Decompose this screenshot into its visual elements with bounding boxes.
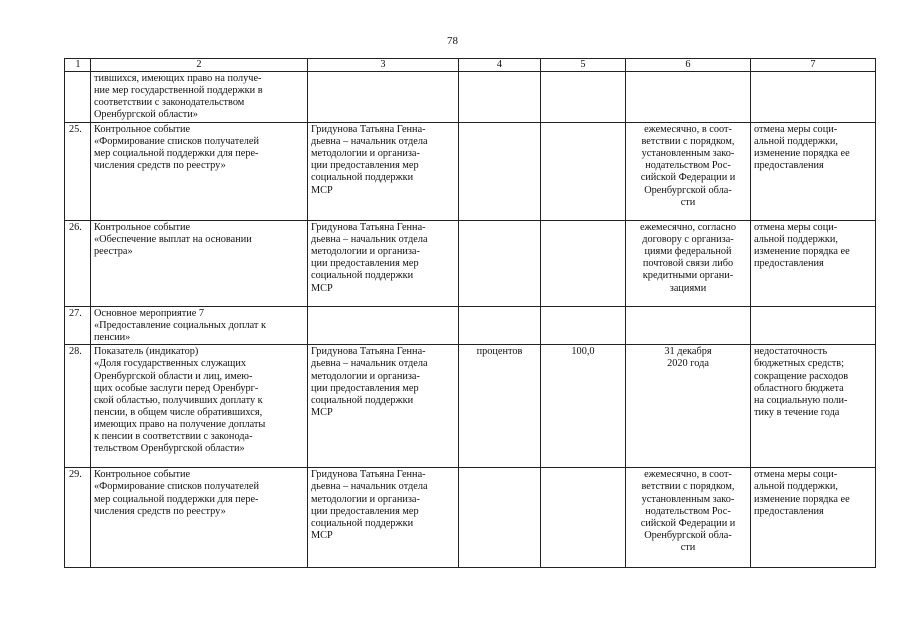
column-header: 4 <box>459 59 541 72</box>
unit-of-measure: процентов <box>476 346 523 358</box>
event-name: Контрольное событие «Формирование списков получателей мер социальной поддержки для пере- числения средств по реестру» <box>94 469 260 517</box>
deadline-cell <box>626 468 751 568</box>
responsible-person-cell <box>308 345 459 468</box>
risk-description-cell <box>751 221 876 307</box>
event-name-cell <box>91 307 308 345</box>
event-name-cell <box>91 123 308 221</box>
responsible-person-cell <box>308 72 459 123</box>
row-number-cell <box>65 468 91 568</box>
column-header: 5 <box>541 59 626 72</box>
responsible-person: Гридунова Татьяна Генна- дьевна – начальник отдела методологии и организа- ции предоставления мер социальной поддержки МСР <box>311 124 428 196</box>
row-number: 26. <box>69 222 82 234</box>
row-number: 27. <box>69 308 82 320</box>
table-row <box>65 221 876 307</box>
table-row <box>65 307 876 345</box>
row-number-cell <box>65 123 91 221</box>
row-number: 29. <box>69 469 82 481</box>
deadline: 31 декабря 2020 года <box>664 346 712 370</box>
target-value-cell <box>541 345 626 468</box>
event-name-cell <box>91 72 308 123</box>
unit-of-measure-cell <box>459 72 541 123</box>
target-value-cell <box>541 123 626 221</box>
responsible-person-cell <box>308 123 459 221</box>
row-number-cell <box>65 307 91 345</box>
table-row <box>65 72 876 123</box>
target-value: 100,0 <box>571 346 595 358</box>
event-name-cell <box>91 221 308 307</box>
responsible-person: Гридунова Татьяна Генна- дьевна – начальник отдела методологии и организа- ции предоставления мер социальной поддержки МСР <box>311 469 428 541</box>
risk-description: недостаточность бюджетных средств; сокращение расходов областного бюджета на социальную поли- тику в течение года <box>754 346 849 418</box>
target-value-cell <box>541 72 626 123</box>
unit-of-measure-cell <box>459 468 541 568</box>
target-value-cell <box>541 468 626 568</box>
risk-description: отмена меры соци- альной поддержки, изменение порядка ее предоставления <box>754 469 850 517</box>
table-row <box>65 123 876 221</box>
deadline: ежемесячно, в соот- ветствии с порядком, установленным зако- нодательством Рос- сийской Федерации и Оренбургской обла- сти <box>640 124 736 208</box>
table-row <box>65 345 876 468</box>
unit-of-measure-cell <box>459 221 541 307</box>
event-name: Контрольное событие «Обеспечение выплат на основании реестра» <box>94 222 252 258</box>
deadline-cell <box>626 345 751 468</box>
unit-of-measure-cell <box>459 123 541 221</box>
risk-description-cell <box>751 307 876 345</box>
deadline-cell <box>626 221 751 307</box>
event-name: Основное мероприятие 7 «Предоставление социальных доплат к пенсии» <box>94 308 266 344</box>
responsible-person-cell <box>308 221 459 307</box>
deadline: ежемесячно, в соот- ветствии с порядком, установленным зако- нодательством Рос- сийской Федерации и Оренбургской обла- сти <box>640 469 736 553</box>
row-number: 25. <box>69 124 82 136</box>
row-number-cell <box>65 72 91 123</box>
event-name-cell <box>91 468 308 568</box>
risk-description-cell <box>751 345 876 468</box>
responsible-person-cell <box>308 307 459 345</box>
event-name: Контрольное событие «Формирование списков получателей мер социальной поддержки для пере- числения средств по реестру» <box>94 124 260 172</box>
responsible-person-cell <box>308 468 459 568</box>
deadline-cell <box>626 123 751 221</box>
deadline-cell <box>626 72 751 123</box>
row-number: 28. <box>69 346 82 358</box>
row-number-cell <box>65 345 91 468</box>
column-header: 7 <box>751 59 876 72</box>
unit-of-measure-cell <box>459 345 541 468</box>
event-name-cell <box>91 345 308 468</box>
risk-description: отмена меры соци- альной поддержки, изменение порядка ее предоставления <box>754 222 850 270</box>
column-header: 1 <box>65 59 91 72</box>
unit-of-measure-cell <box>459 307 541 345</box>
page-number: 78 <box>447 35 458 47</box>
event-name: тившихся, имеющих право на получе- ние мер государственной поддержки в соответствии с законодательством Оренбургской области» <box>94 73 263 121</box>
responsible-person: Гридунова Татьяна Генна- дьевна – начальник отдела методологии и организа- ции предоставления мер социальной поддержки МСР <box>311 346 428 418</box>
deadline-cell <box>626 307 751 345</box>
column-number-row <box>65 59 876 72</box>
column-header: 3 <box>308 59 459 72</box>
deadline: ежемесячно, согласно договору с организа- циями федеральной почтовой связи либо кредитными органи- зациями <box>639 222 737 294</box>
risk-description-cell <box>751 123 876 221</box>
responsible-person: Гридунова Татьяна Генна- дьевна – начальник отдела методологии и организа- ции предоставления мер социальной поддержки МСР <box>311 222 428 294</box>
target-value-cell <box>541 221 626 307</box>
risk-description-cell <box>751 72 876 123</box>
column-header: 2 <box>91 59 308 72</box>
event-name: Показатель (индикатор) «Доля государственных служащих Оренбургской области и лиц, имею- щих особые заслуги перед Оренбург- ской областью, получивших доплату к пенсии, в общем числе обратившихся, имеющих право на получение доплаты к пенсии в соответствии с законода- тельством Оренбургской области» <box>94 346 266 455</box>
row-number-cell <box>65 221 91 307</box>
table-row <box>65 468 876 568</box>
program-plan-table <box>64 58 876 568</box>
risk-description: отмена меры соци- альной поддержки, изменение порядка ее предоставления <box>754 124 850 172</box>
column-header: 6 <box>626 59 751 72</box>
target-value-cell <box>541 307 626 345</box>
risk-description-cell <box>751 468 876 568</box>
